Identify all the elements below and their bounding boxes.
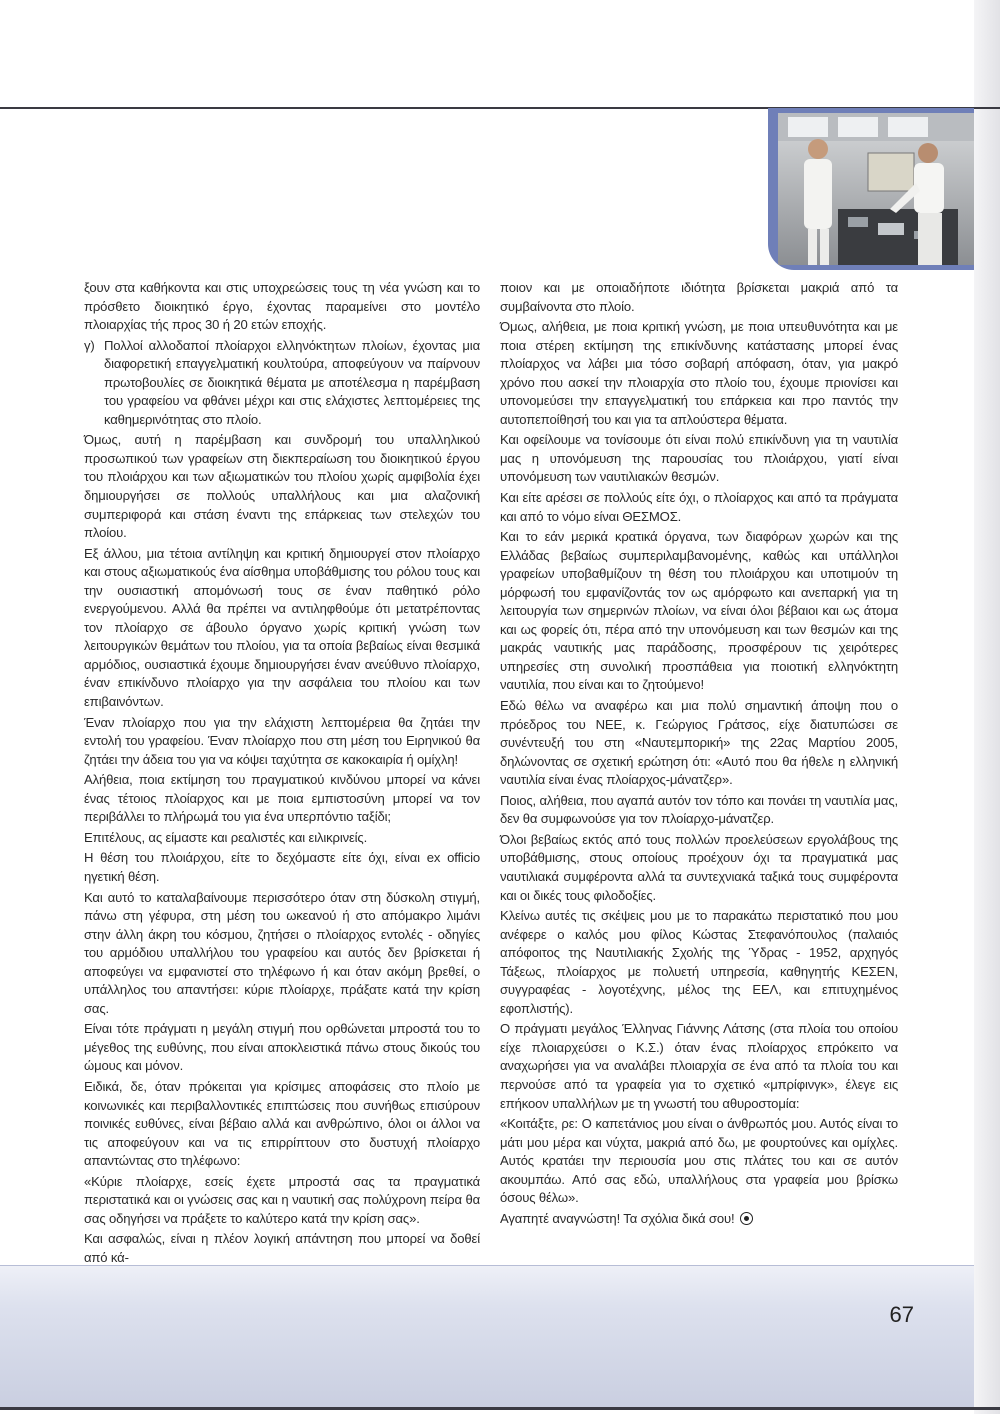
paragraph: Όμως, αυτή η παρέμβαση και συνδρομή του υπαλληλικού προσωπικού των γραφείων στη διεκπεραίωση του διοικητικού έργου του πλοιάρχου και των αξιωματικών του πλοίου χωρίς αμφιβολία έχει δημιουργήσει σε πολλούς υπαλλήλους και μια αλαζονική συμπεριφορά και στάση έναντι της επάρκειας των στελεχών του πλοίου. <box>84 432 480 541</box>
paragraph: Επιτέλους, ας είμαστε και ρεαλιστές και ειλικρινείς. <box>84 829 368 845</box>
paragraph: Όλοι βεβαίως εκτός από τους πολλών προελεύσεων εργολάβους της υποβάθμισης, στους οποίους προέχουν όχι τα πραγματικά μας ναυτιλιακά συμφέροντα αλλά τα συντεχνιακά ταξικά τους συμφέροντα και οι δικές τους φιλοδοξίες. <box>500 831 898 903</box>
end-of-article-icon <box>740 1212 753 1225</box>
quote-paragraph: «Κύριε πλοίαρχε, εσείς έχετε μπροστά σας τα πραγματικά περιστατικά και οι γνώσεις σας και η ναυτική σας πολύχρονη πείρα θα σας οδηγήσει να πράξετε το καλύτερο κατά την κρίση σας». <box>84 1173 480 1226</box>
ship-bridge-photo-icon <box>778 113 974 265</box>
paragraph: Η θέση του πλοιάρχου, είτε το δεχόμαστε είτε όχι, είναι ex officio ηγετική θέση. <box>84 850 480 884</box>
paragraph: Και το εάν μερικά κρατικά όργανα, των διαφόρων χωρών και της Ελλάδας βεβαίως συμπεριλαμβανομένης, καθώς και υπάλληλοι γραφείων υποβαθμίζουν τη θέση του πλοιάρχου και υποτιμούν τη μόρφωσή του εμφανίζοντάς τον ως αμόρφωτο και ανεπαρκή για τη λειτουργία των σημερινών πλοίων, να είναι όλοι βέβαιοι και ως άτομα και ως φορείς ότι, πέρα από την υπονόμευση και των θεσμών και της μακράς ναυτικής μας παράδοσης, προσφέρουν τις χειρότερες υπηρεσίες στη συνολική προσπάθεια για ποιοτική ελληνόκτητη ναυτιλία, που είναι και το ζητούμενο! <box>500 529 898 693</box>
paragraph: Και ασφαλώς, είναι η πλέον λογική απάντηση που μπορεί να δοθεί από κά- <box>84 1231 480 1265</box>
closing-text: Αγαπητέ αναγνώστη! Τα σχόλια δικά σου! <box>500 1210 735 1226</box>
list-marker: γ) <box>84 337 95 353</box>
paragraph: Αλήθεια, ποια εκτίμηση του πραγματικού κινδύνου μπορεί να κάνει ένας τέτοιος πλοίαρχος και με ποια εμπιστοσύνη μπορεί να τον περιβάλλει το πλήρωμά του για ένα υπερπόντιο ταξίδι; <box>84 772 480 825</box>
paragraph: Και οφείλουμε να τονίσουμε ότι είναι πολύ επικίνδυνη για τη ναυτιλία μας η υπονόμευση της παρουσίας του πλοιάρχου, γιατί είναι υπονόμευση των ναυτιλιακών θεσμών. <box>500 432 898 485</box>
quote-paragraph: «Κοιτάξτε, ρε: Ο καπετάνιος μου είναι ο άνθρωπός μου. Αυτός είναι το μάτι μου μέρα και νύχτα, μακριά από δω, με φουρτούνες και ομίχλες. Αυτός κρατάει την περιουσία μου στις πλάτες του και σε αυτόν ακουμπάω. Από σας εδώ, υπαλλήλους στα γραφεία μου βρίσκω όσους θέλω». <box>500 1116 898 1206</box>
article-left-column <box>84 279 480 1269</box>
footer-rule <box>0 1407 1000 1410</box>
paragraph: Ποιος, αλήθεια, που αγαπά αυτόν τον τόπο και πονάει τη ναυτιλία μας, δεν θα συμφωνούσε για τον πλοίαρχο-μάνατζερ. <box>500 792 898 827</box>
paragraph: Έναν πλοίαρχο που για την ελάχιστη λεπτομέρεια θα ζητάει την εντολή του γραφείου. Έναν πλοίαρχο που στη μέση του Ειρηνικού θα ζητάει την άδεια του για να κόψει ταχύτητα σε κακοκαιρία ή ομίχλη! <box>84 714 480 767</box>
paragraph: Εδώ θέλω να αναφέρω και μια πολύ σημαντική άποψη που ο πρόεδρος του ΝΕΕ, κ. Γεώργιος Γράτσος, είχε διατυπώσει σε συνέντευξή του στη «Ναυτεμπορική» της 22ας Μαρτίου 2005, δηλώνοντας σε σχετική ερώτηση ότι: «Αυτό που θα ήθελε η ελληνική ναυτιλία είναι ένας πλοίαρχος-μάνατζερ». <box>500 698 898 788</box>
paragraph: Και είτε αρέσει σε πολλούς είτε όχι, ο πλοίαρχος και από τα πράγματα και από το νόμο είναι ΘΕΣΜΟΣ. <box>500 490 898 524</box>
page-edge-shadow <box>974 0 1000 1414</box>
paragraph: Ο πράγματι μεγάλος Έλληνας Γιάννης Λάτσης (στα πλοία του οποίου είχε πλοιαρχεύσει ο Κ.Σ.) όταν ένας πλοίαρχος επρόκειτο να αναχωρήσει για να αναλάβει πλοιαρχία σε ένα από τα πλοία του και περνούσε από τα γραφεία για το σχετικό «μπρίφινγκ», έλεγε εις επήκοον υπαλλήλων με τη γνωστή του αθυροστομία: <box>500 1021 898 1111</box>
closing-paragraph <box>500 1210 898 1229</box>
ship-bridge-photo <box>768 108 974 270</box>
article-right-column <box>500 279 898 1230</box>
list-item <box>84 337 480 430</box>
paragraph: Είναι τότε πράγματι η μεγάλη στιγμή που ορθώνεται μπροστά του το μέγεθος της ευθύνης, που είναι αποκλειστικά πάνω στους δικούς του ώμους και μόνον. <box>84 1021 480 1074</box>
footer-band <box>0 1265 974 1410</box>
page-number: 67 <box>889 1302 914 1327</box>
paragraph: ξουν στα καθήκοντα και στις υποχρεώσεις τους τη νέα γνώση και το πρόσθετο διοικητικό έργο, έχοντας παραμείνει στο μοντέλο πλοιαρχίας τής προς 30 ή 20 ετών εποχής. <box>84 280 480 333</box>
paragraph: ποιον και με οποιαδήποτε ιδιότητα βρίσκεται μακριά από τα συμβαίνοντα στο πλοίο. <box>500 280 898 314</box>
paragraph: Ειδικά, δε, όταν πρόκειται για κρίσιμες αποφάσεις στο πλοίο με κοινωνικές και περιβαλλοντικές επιπτώσεις που συνήθως επισύρουν ποινικές ευθύνες, είναι βέβαιο αλλά και ανθρώπινο, όλοι οι άλλοι να τις αποφεύγουν και να τις επιρρίπτουν στο δυστυχή πλοίαρχο απαντώντας στο τηλέφωνο: <box>84 1078 480 1169</box>
paragraph: Και αυτό το καταλαβαίνουμε περισσότερο όταν στη δύσκολη στιγμή, πάνω στη γέφυρα, στη μέση του ωκεανού ή στο απόμακρο λιμάνι στην άλλη άκρη του κόσμου, ζητήσει ο πλοίαρχος εντολές - οδηγίες του αρμόδιου υπαλλήλου του γραφείου και αυτός δεν βρίσκεται ή αποφεύγει να εμφανιστεί στο τηλέφωνο ή και όταν ακόμη βρεθεί, ο υπάλληλος του απαντήσει: κύριε πλοίαρχε, πράξατε κατά την κρίση σας. <box>84 889 480 1016</box>
paragraph: Κλείνω αυτές τις σκέψεις μου με το παρακάτω περιστατικό που μου ανέφερε ο καλός μου φίλος Κώστας Στεφανόπουλος (παλαιός απόφοιτος της Ναυτιλιακής Σχολής της Ύδρας - 1952, αρχηγός Τάξεως, πλοίαρχος με πολυετή υπηρεσία, καθηγητής ΚΕΣΕΝ, συγγραφέας - λογοτέχνης, μέλος της ΕΕΛ, και επιτυχημένος εφοπλιστής). <box>500 908 898 1016</box>
list-item-text: Πολλοί αλλοδαποί πλοίαρχοι ελληνόκτητων πλοίων, έχοντας μια διαφορετική επαγγελματική κουλτούρα, αποφεύγουν να παίρνουν πρωτοβουλίες σε διοικητικά θέματα με αποτέλεσμα η παρέμβαση του γραφείου να φθάνει μέχρι και στις ελάχιστες λεπτομέρειες της καθημερινότητας στο πλοίο. <box>104 337 480 427</box>
paragraph: Εξ άλλου, μια τέτοια αντίληψη και κριτική δημιουργεί στον πλοίαρχο και στους αξιωματικούς ένα αίσθημα υποβάθμισης του ρόλου τους και την ουσιαστική απομόνωσή τους σε έναν παθητικό ρόλο ενεργούμενου. Αλλά θα πρέπει να αντιληφθούμε ότι μετατρέποντας τον πλοίαρχο σε άβουλο όργανο χωρίς κριτική γνώση των λειτουργικών θεμάτων του πλοίου, για τα οποία βεβαίως είναι θεσμικά αρμόδιος, ουσιαστικά έχουμε δημιουργήσει έναν ανεύθυνο πλοίαρχο, έναν επικίνδυνο πλοίαρχο για την ασφάλεια του πλοίου και των επιβαινόντων. <box>84 545 480 710</box>
paragraph: Όμως, αλήθεια, με ποια κριτική γνώση, με ποια υπευθυνότητα και με ποια στέρεη εκτίμηση της επικίνδυνης κατάστασης μπορεί ένας πλοίαρχος να λάβει μια τόσο σοβαρή απόφαση, όταν, για μακρό χρόνο που ασκεί την πλοιαρχία στο πλοίο του, έχουμε πριονίσει και υπονομεύσει την επαγγελματική του επάρκεια και προ παντός την αυτοπεποίθησή του και για τα απλούστερα θέματα. <box>500 319 898 427</box>
